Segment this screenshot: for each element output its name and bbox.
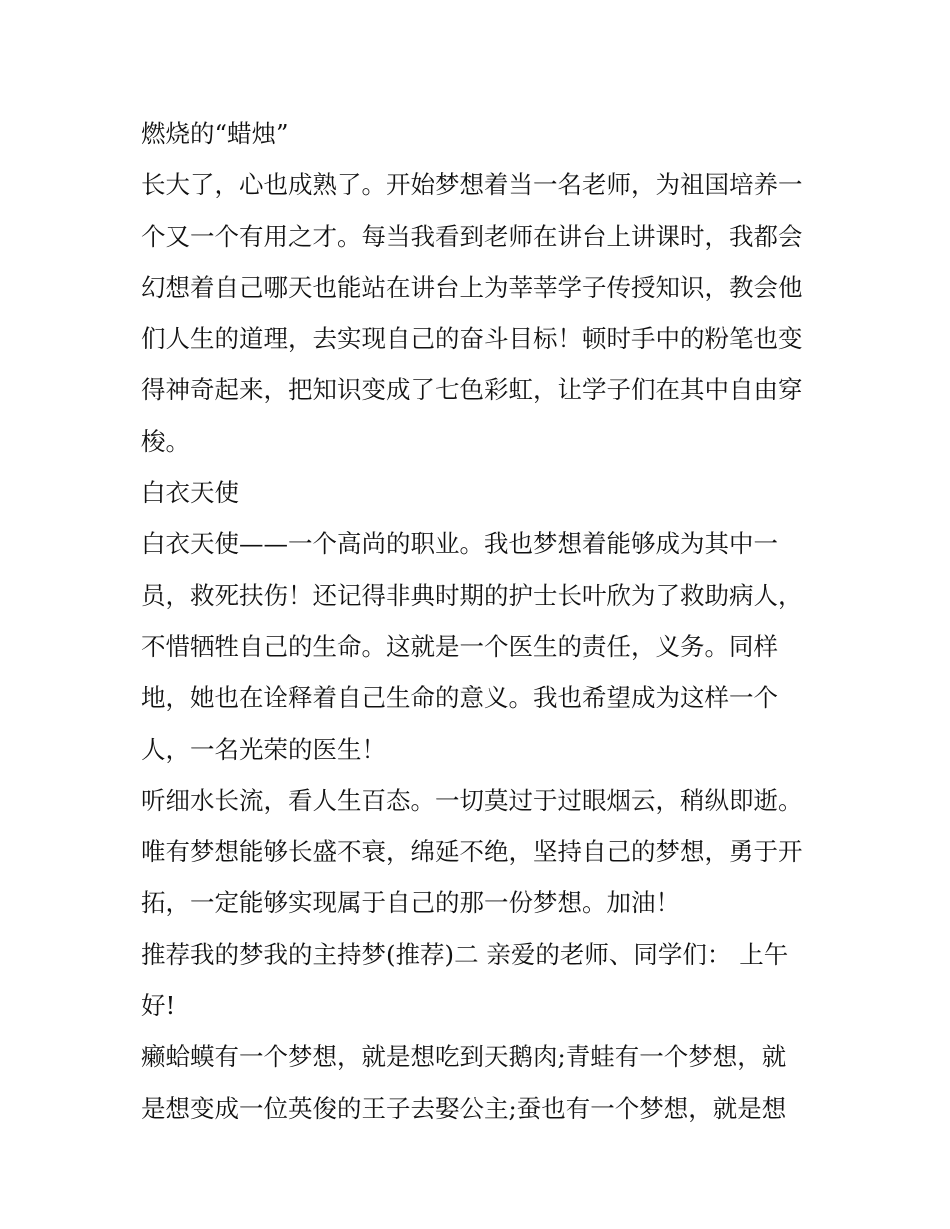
paragraph-line: 白衣天使——一个高尚的职业。我也梦想着能够成为其中一 (141, 529, 778, 559)
paragraph-line: 唯有梦想能够长盛不衰，绵延不绝，坚持自己的梦想，勇于开 (141, 837, 803, 867)
paragraph-line: 幻想着自己哪天也能站在讲台上为莘莘学子传授知识，教会他 (141, 272, 803, 302)
paragraph-line: 推荐我的梦我的主持梦(推荐)二 亲爱的老师、同学们： 上午 (141, 939, 789, 969)
paragraph-line: 听细水长流，看人生百态。一切莫过于过眼烟云，稍纵即逝。 (141, 785, 803, 815)
paragraph-line: 们人生的道理，去实现自己的奋斗目标！顿时手中的粉笔也变 (141, 324, 803, 354)
paragraph-line: 个又一个有用之才。每当我看到老师在讲台上讲课时，我都会 (141, 221, 803, 251)
paragraph-line: 人，一名光荣的医生！ (141, 734, 386, 764)
paragraph-line: 得神奇起来，把知识变成了七色彩虹，让学子们在其中自由穿 (141, 375, 803, 405)
section-heading-angel: 白衣天使 (141, 478, 239, 508)
paragraph-line: 员，救死扶伤！还记得非典时期的护士长叶欣为了救助病人， (141, 580, 803, 610)
paragraph-line: 好! (141, 991, 176, 1021)
paragraph-line: 是想变成一位英俊的王子去娶公主;蚕也有一个梦想，就是想 (141, 1093, 787, 1123)
paragraph-line: 不惜牺牲自己的生命。这就是一个医生的责任，义务。同样 (141, 631, 778, 661)
paragraph-line: 拓，一定能够实现属于自己的那一份梦想。加油！ (141, 888, 680, 918)
document-body (141, 108, 821, 1134)
section-heading-candle: 燃烧的“蜡烛” (141, 119, 289, 148)
paragraph-line: 癞蛤蟆有一个梦想，就是想吃到天鹅肉;青蛙有一个梦想，就 (141, 1042, 787, 1072)
paragraph-line: 长大了，心也成熟了。开始梦想着当一名老师，为祖国培养一 (141, 170, 803, 200)
paragraph-line: 梭。 (141, 426, 190, 456)
paragraph-line: 地，她也在诠释着自己生命的意义。我也希望成为这样一个 (141, 683, 778, 713)
